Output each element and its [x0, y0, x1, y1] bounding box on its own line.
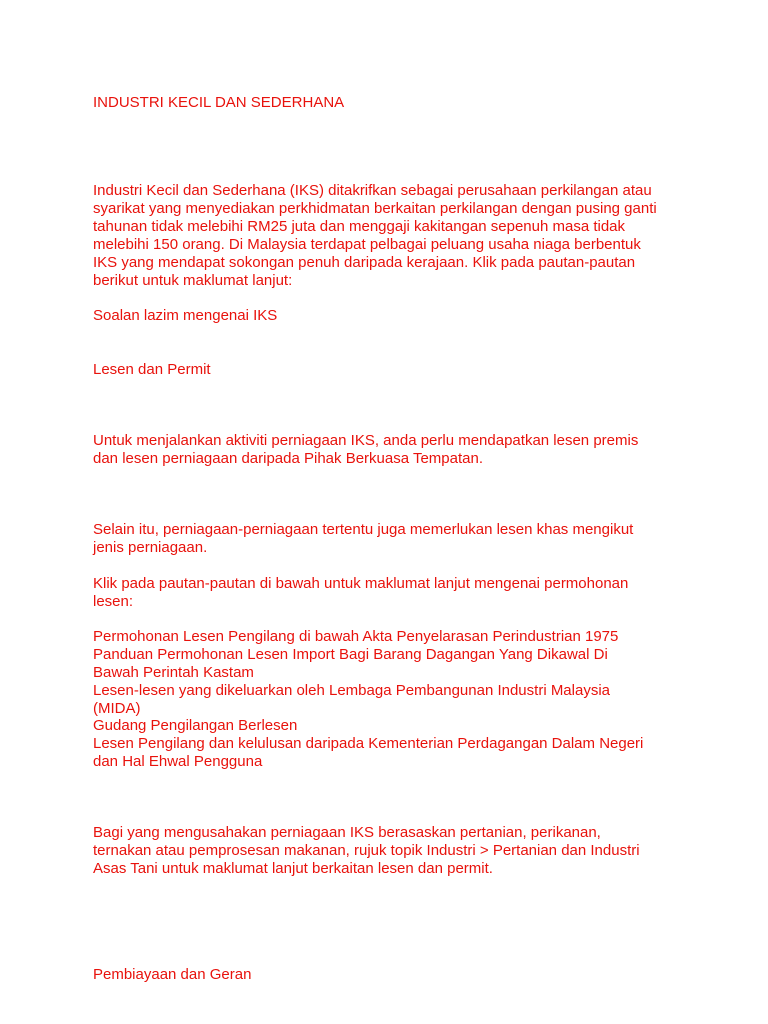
special-para-line-1: Selain itu, perniagaan-perniagaan tertentu juga memerlukan lesen khas mengikut [93, 521, 634, 538]
intro-line-3: tahunan tidak melebihi RM25 juta dan menggaji kakitangan sepenuh masa tidak [93, 218, 626, 235]
special-para-line-2: jenis perniagaan. [93, 539, 208, 556]
link-import-license-guide-cont[interactable]: Bawah Perintah Kastam [93, 664, 254, 681]
agri-para-line-3: Asas Tani untuk maklumat lanjut berkaitan lesen dan permit. [93, 860, 493, 877]
agri-para-line-1: Bagi yang mengusahakan perniagaan IKS berasaskan pertanian, perikanan, [93, 824, 601, 841]
faq-link[interactable]: Soalan lazim mengenai IKS [93, 307, 278, 324]
link-mida-licenses[interactable]: Lesen-lesen yang dikeluarkan oleh Lembaga Pembangunan Industri Malaysia [93, 682, 611, 699]
link-kpdnhep-license-cont[interactable]: dan Hal Ehwal Pengguna [93, 753, 263, 770]
link-import-license-guide[interactable]: Panduan Permohonan Lesen Import Bagi Barang Dagangan Yang Dikawal Di [93, 646, 608, 663]
license-para-line-2: dan lesen perniagaan daripada Pihak Berkuasa Tempatan. [93, 450, 483, 467]
section-heading-finance: Pembiayaan dan Geran [93, 966, 252, 983]
click-para-line-1: Klik pada pautan-pautan di bawah untuk maklumat lanjut mengenai permohonan [93, 575, 629, 592]
click-para-line-2: lesen: [93, 593, 134, 610]
intro-line-5: IKS yang mendapat sokongan penuh daripada kerajaan. Klik pada pautan-pautan [93, 254, 636, 271]
link-manufacturing-license[interactable]: Permohonan Lesen Pengilang di bawah Akta Penyelarasan Perindustrian 1975 [93, 628, 619, 645]
section-heading-license: Lesen dan Permit [93, 361, 211, 378]
link-licensed-warehouse[interactable]: Gudang Pengilangan Berlesen [93, 717, 298, 734]
agri-para-line-2: ternakan atau pemprosesan makanan, rujuk topik Industri > Pertanian dan Industri [93, 842, 640, 859]
link-kpdnhep-license[interactable]: Lesen Pengilang dan kelulusan daripada Kementerian Perdagangan Dalam Negeri [93, 735, 644, 752]
link-mida-licenses-cont[interactable]: (MIDA) [93, 700, 141, 717]
page-title: INDUSTRI KECIL DAN SEDERHANA [93, 94, 345, 111]
intro-line-4: melebihi 150 orang. Di Malaysia terdapat pelbagai peluang usaha niaga berbentuk [93, 236, 641, 253]
intro-line-6: berikut untuk maklumat lanjut: [93, 272, 293, 289]
license-para-line-1: Untuk menjalankan aktiviti perniagaan IKS, anda perlu mendapatkan lesen premis [93, 432, 639, 449]
intro-line-1: Industri Kecil dan Sederhana (IKS) ditakrifkan sebagai perusahaan perkilangan atau [93, 182, 652, 199]
intro-line-2: syarikat yang menyediakan perkhidmatan berkaitan perkilangan dengan pusing ganti [93, 200, 657, 217]
